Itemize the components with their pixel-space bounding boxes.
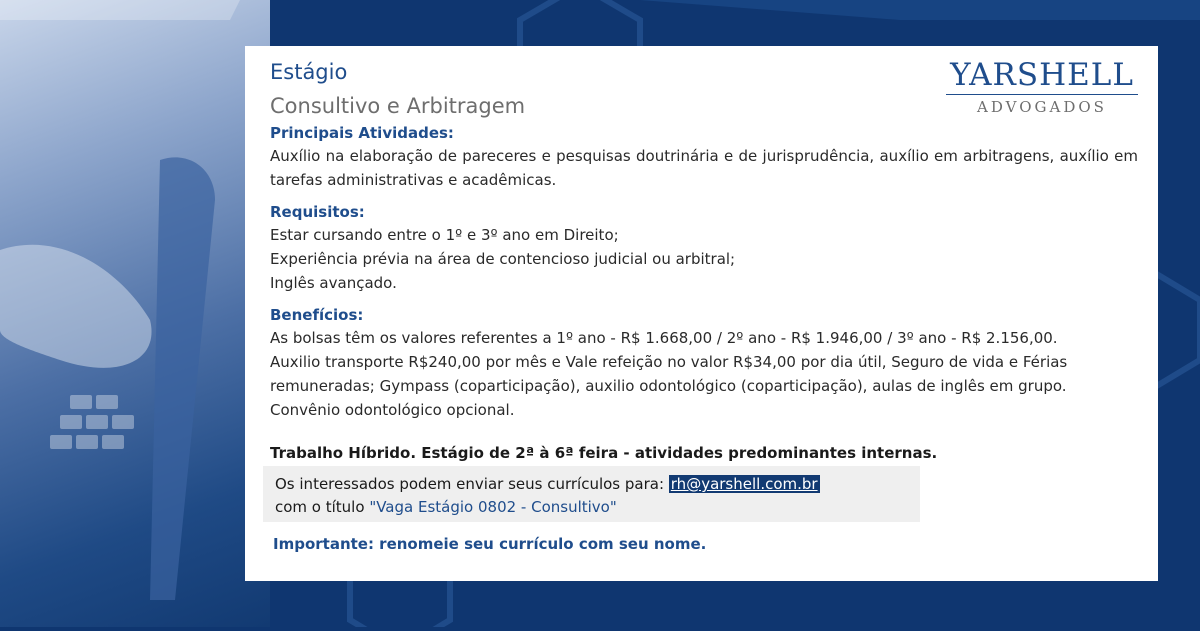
page-subtitle: Consultivo e Arbitragem [270,94,526,118]
requirements-heading: Requisitos: [270,203,365,221]
benefits-section [270,304,1138,422]
page-title: Estágio [270,60,348,84]
contact-box [263,466,920,522]
benefits-heading: Benefícios: [270,306,364,324]
requirement-item: Experiência prévia na área de contencioso judicial ou arbitral; [270,250,736,268]
activities-section [270,122,1138,192]
company-logo [946,58,1138,117]
activities-heading: Principais Atividades: [270,124,454,142]
important-note: Importante: renomeie seu currículo com seu nome. [273,535,707,553]
logo-divider [946,94,1138,95]
contact-title-prefix: com o título [275,498,370,516]
requirements-section [270,201,1138,295]
logo-name: YARSHELL [950,57,1134,93]
schedule-text: Trabalho Híbrido. Estágio de 2ª à 6ª feira - atividades predominantes internas. [270,444,938,462]
requirement-item: Estar cursando entre o 1º e 3º ano em Direito; [270,226,619,244]
background-photo-keyboard [0,0,270,627]
benefits-perks: Auxilio transporte R$240,00 por mês e Vale refeição no valor R$34,00 por dia útil, Seguro de vida e Férias remuneradas; Gympass (coparticipação), auxilio odontológico (coparticipação), aulas de inglês em grupo. [270,353,1068,395]
activities-text: Auxílio na elaboração de pareceres e pesquisas doutrinária e de jurisprudência, auxílio em arbitragens, auxílio em tarefas administrativas e acadêmicas. [270,147,1138,189]
email-link[interactable]: rh@yarshell.com.br [670,475,818,493]
benefits-dental: Convênio odontológico opcional. [270,401,515,419]
benefits-salary: As bolsas têm os valores referentes a 1º ano - R$ 1.668,00 / 2º ano - R$ 1.946,00 / 3º ano - R$ 2.156,00. [270,329,1058,347]
requirement-item: Inglês avançado. [270,274,397,292]
logo-subtitle: ADVOGADOS [977,98,1107,116]
contact-title-line [275,496,617,518]
job-title-quote: "Vaga Estágio 0802 - Consultivo" [369,498,617,516]
contact-prefix: Os interessados podem enviar seus currículos para: [275,475,669,493]
contact-line [275,473,820,495]
